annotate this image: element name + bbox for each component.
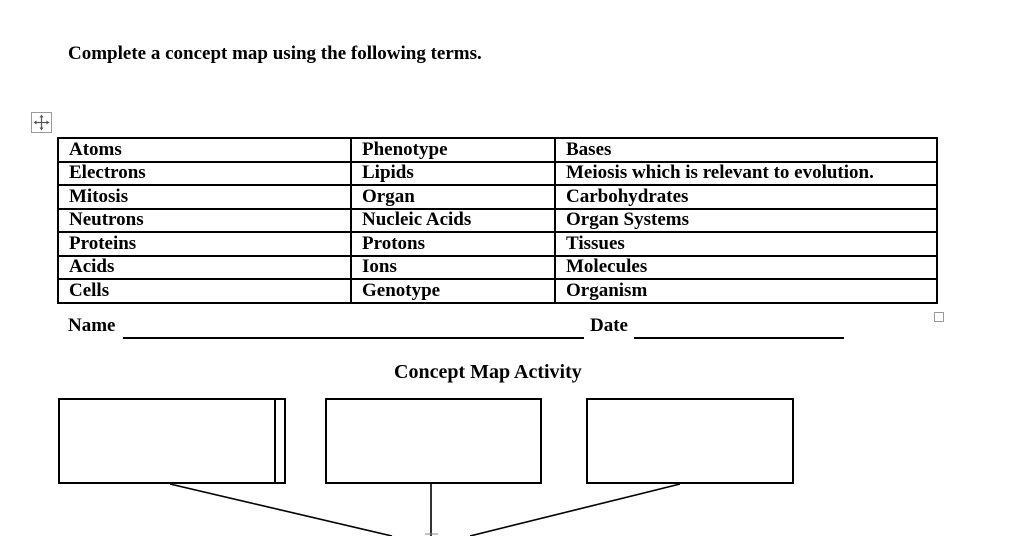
term-cell: Organ xyxy=(351,185,555,209)
concept-map-title: Concept Map Activity xyxy=(394,361,582,383)
term-cell: Organ Systems xyxy=(555,209,937,233)
term-cell: Ions xyxy=(351,256,555,280)
name-label: Name xyxy=(68,315,116,336)
term-cell: Meiosis which is relevant to evolution. xyxy=(555,162,937,186)
term-cell: Protons xyxy=(351,232,555,256)
instruction-heading: Complete a concept map using the following terms. xyxy=(68,43,482,64)
term-cell: Phenotype xyxy=(351,138,555,162)
term-cell: Molecules xyxy=(555,256,937,280)
term-cell: Bases xyxy=(555,138,937,162)
term-cell: Carbohydrates xyxy=(555,185,937,209)
term-cell: Mitosis xyxy=(58,185,351,209)
term-cell: Tissues xyxy=(555,232,937,256)
connector-line-left xyxy=(170,484,392,536)
term-cell: Genotype xyxy=(351,279,555,303)
term-cell: Atoms xyxy=(58,138,351,162)
term-cell: Lipids xyxy=(351,162,555,186)
term-cell: Proteins xyxy=(58,232,351,256)
term-cell: Neutrons xyxy=(58,209,351,233)
term-cell: Electrons xyxy=(58,162,351,186)
connector-line-right xyxy=(470,484,680,536)
term-cell: Nucleic Acids xyxy=(351,209,555,233)
date-label: Date xyxy=(590,315,628,336)
term-cell: Acids xyxy=(58,256,351,280)
term-cell: Organism xyxy=(555,279,937,303)
term-cell: Cells xyxy=(58,279,351,303)
